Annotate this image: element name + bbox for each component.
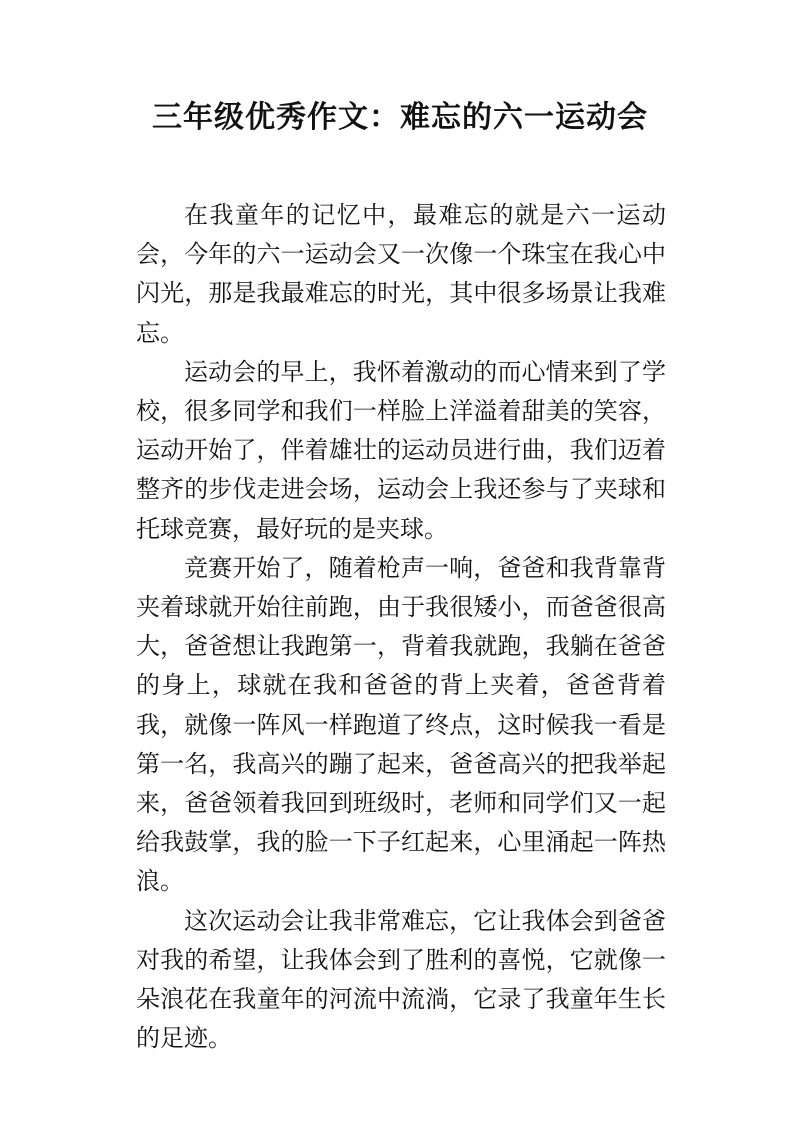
paragraph-2: 运动会的早上，我怀着激动的而心情来到了学校，很多同学和我们一样脸上洋溢着甜美的笑容，运动开始了，伴着雄壮的运动员进行曲，我们迈着整齐的步伐走进会场，运动会上我还参与了夹球和托球竞赛，最好玩的是夹球。: [136, 357, 666, 543]
essay-body: [136, 196, 666, 1058]
document-title: 三年级优秀作文：难忘的六一运动会: [152, 100, 648, 135]
paragraph-4: 这次运动会让我非常难忘，它让我体会到爸爸对我的希望，让我体会到了胜利的喜悦，它就像一朵浪花在我童年的河流中流淌，它录了我童年生长的足迹。: [136, 906, 666, 1053]
paragraph-1: 在我童年的记忆中，最难忘的就是六一运动会，今年的六一运动会又一次像一个珠宝在我心中闪光，那是我最难忘的时光，其中很多场景让我难忘。: [136, 201, 666, 347]
paragraph-3: 竞赛开始了，随着枪声一响，爸爸和我背靠背夹着球就开始往前跑，由于我很矮小，而爸爸很高大，爸爸想让我跑第一，背着我就跑，我躺在爸爸的身上，球就在我和爸爸的背上夹着，爸爸背着我，就像一阵风一样跑道了终点，这时候我一看是第一名，我高兴的蹦了起来，爸爸高兴的把我举起来，爸爸领着我回到班级时，老师和同学们又一起给我鼓掌，我的脸一下子红起来，心里涌起一阵热浪。: [136, 553, 666, 896]
